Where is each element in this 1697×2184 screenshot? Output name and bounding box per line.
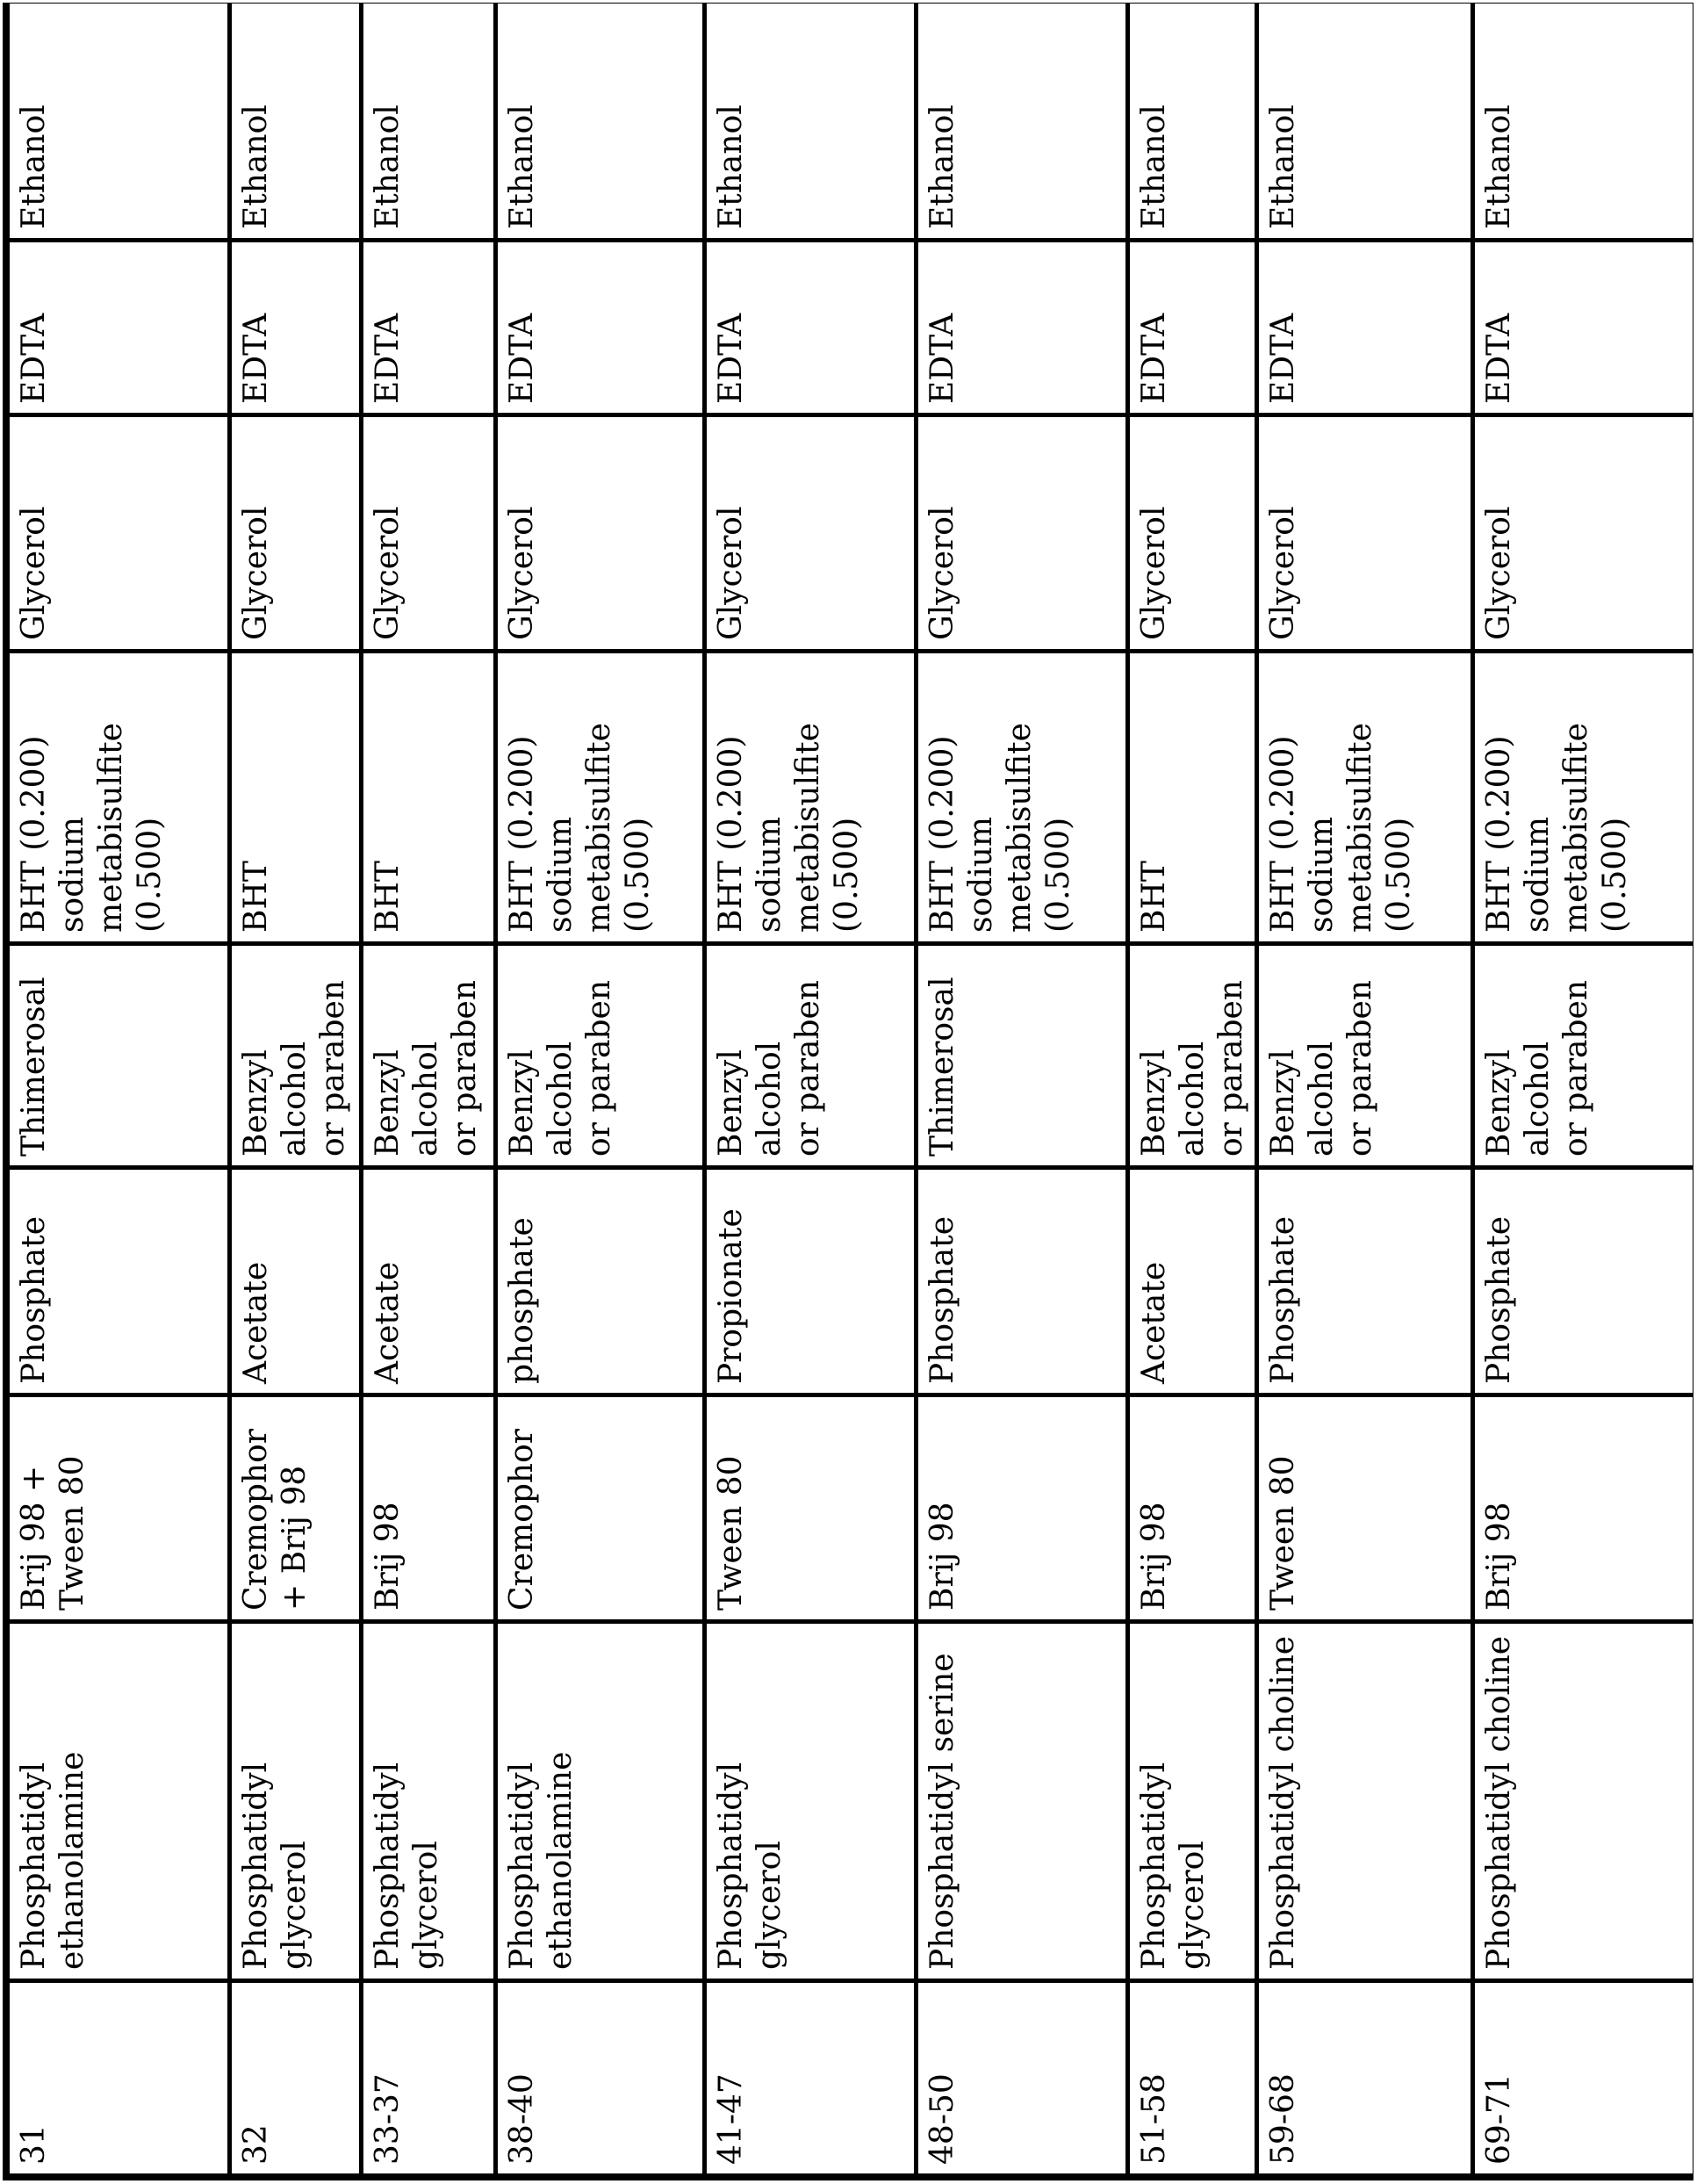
- cell-48-50-glycerol: Glycerol: [918, 417, 1125, 649]
- cell-69-71-phospholipid: Phosphatidyl choline: [1475, 1624, 1693, 1979]
- cell-69-71-ethanol: Ethanol: [1475, 4, 1693, 238]
- cell-41-47-antioxidant: BHT (0.200) sodium metabisulfite (0.500): [707, 653, 914, 941]
- cell-69-71-buffer: Phosphate: [1475, 1170, 1693, 1393]
- cell-59-68-preservative: Benzyl alcohol or paraben: [1259, 946, 1470, 1165]
- cell-59-68-surfactant: Tween 80: [1259, 1397, 1470, 1619]
- cell-31-id: 31: [10, 1983, 227, 2173]
- cell-41-47-edta: EDTA: [707, 242, 914, 413]
- cell-41-47-preservative: Benzyl alcohol or paraben: [707, 946, 914, 1165]
- cell-38-40-id: 38-40: [498, 1983, 702, 2173]
- cell-69-71-antioxidant: BHT (0.200) sodium metabisulfite (0.500): [1475, 653, 1693, 941]
- cell-38-40-preservative: Benzyl alcohol or paraben: [498, 946, 702, 1165]
- cell-38-40-phospholipid: Phosphatidyl ethanolamine: [498, 1624, 702, 1979]
- cell-51-58-ethanol: Ethanol: [1130, 4, 1255, 238]
- cell-41-47-glycerol: Glycerol: [707, 417, 914, 649]
- cell-38-40-buffer: phosphate: [498, 1170, 702, 1393]
- rotated-table-sheet: [3, 3, 1693, 2180]
- cell-32-glycerol: Glycerol: [232, 417, 359, 649]
- cell-33-37-antioxidant: BHT: [363, 653, 493, 941]
- cell-38-40-edta: EDTA: [498, 242, 702, 413]
- cell-31-phospholipid: Phosphatidyl ethanolamine: [10, 1624, 227, 1979]
- cell-48-50-edta: EDTA: [918, 242, 1125, 413]
- cell-41-47-phospholipid: Phosphatidyl glycerol: [707, 1624, 914, 1979]
- cell-32-buffer: Acetate: [232, 1170, 359, 1393]
- cell-51-58-edta: EDTA: [1130, 242, 1255, 413]
- cell-48-50-preservative: Thimerosal: [918, 946, 1125, 1165]
- cell-33-37-ethanol: Ethanol: [363, 4, 493, 238]
- cell-48-50-surfactant: Brij 98: [918, 1397, 1125, 1619]
- cell-51-58-buffer: Acetate: [1130, 1170, 1255, 1393]
- cell-59-68-buffer: Phosphate: [1259, 1170, 1470, 1393]
- cell-33-37-glycerol: Glycerol: [363, 417, 493, 649]
- cell-51-58-surfactant: Brij 98: [1130, 1397, 1255, 1619]
- cell-59-68-glycerol: Glycerol: [1259, 417, 1470, 649]
- cell-41-47-ethanol: Ethanol: [707, 4, 914, 238]
- cell-69-71-surfactant: Brij 98: [1475, 1397, 1693, 1619]
- cell-69-71-glycerol: Glycerol: [1475, 417, 1693, 649]
- cell-69-71-id: 69-71: [1475, 1983, 1693, 2173]
- cell-33-37-phospholipid: Phosphatidyl glycerol: [363, 1624, 493, 1979]
- cell-59-68-antioxidant: BHT (0.200) sodium metabisulfite (0.500): [1259, 653, 1470, 941]
- cell-38-40-ethanol: Ethanol: [498, 4, 702, 238]
- cell-48-50-antioxidant: BHT (0.200) sodium metabisulfite (0.500): [918, 653, 1125, 941]
- cell-48-50-buffer: Phosphate: [918, 1170, 1125, 1393]
- cell-32-preservative: Benzyl alcohol or paraben: [232, 946, 359, 1165]
- cell-31-preservative: Thimerosal: [10, 946, 227, 1165]
- cell-33-37-surfactant: Brij 98: [363, 1397, 493, 1619]
- cell-48-50-id: 48-50: [918, 1983, 1125, 2173]
- cell-59-68-phospholipid: Phosphatidyl choline: [1259, 1624, 1470, 1979]
- cell-69-71-edta: EDTA: [1475, 242, 1693, 413]
- cell-32-edta: EDTA: [232, 242, 359, 413]
- cell-38-40-surfactant: Cremophor: [498, 1397, 702, 1619]
- cell-51-58-glycerol: Glycerol: [1130, 417, 1255, 649]
- cell-32-phospholipid: Phosphatidyl glycerol: [232, 1624, 359, 1979]
- cell-48-50-phospholipid: Phosphatidyl serine: [918, 1624, 1125, 1979]
- cell-59-68-id: 59-68: [1259, 1983, 1470, 2173]
- cell-41-47-surfactant: Tween 80: [707, 1397, 914, 1619]
- cell-41-47-buffer: Propionate: [707, 1170, 914, 1393]
- cell-31-ethanol: Ethanol: [10, 4, 227, 238]
- cell-33-37-preservative: Benzyl alcohol or paraben: [363, 946, 493, 1165]
- cell-32-id: 32: [232, 1983, 359, 2173]
- cell-51-58-phospholipid: Phosphatidyl glycerol: [1130, 1624, 1255, 1979]
- cell-32-surfactant: Cremophor + Brij 98: [232, 1397, 359, 1619]
- cell-59-68-edta: EDTA: [1259, 242, 1470, 413]
- cell-31-buffer: Phosphate: [10, 1170, 227, 1393]
- cell-59-68-ethanol: Ethanol: [1259, 4, 1470, 238]
- cell-33-37-buffer: Acetate: [363, 1170, 493, 1393]
- cell-31-surfactant: Brij 98 + Tween 80: [10, 1397, 227, 1619]
- cell-31-glycerol: Glycerol: [10, 417, 227, 649]
- cell-51-58-preservative: Benzyl alcohol or paraben: [1130, 946, 1255, 1165]
- cell-51-58-antioxidant: BHT: [1130, 653, 1255, 941]
- cell-38-40-antioxidant: BHT (0.200) sodium metabisulfite (0.500): [498, 653, 702, 941]
- cell-31-antioxidant: BHT (0.200) sodium metabisulfite (0.500): [10, 653, 227, 941]
- cell-41-47-id: 41-47: [707, 1983, 914, 2173]
- cell-69-71-preservative: Benzyl alcohol or paraben: [1475, 946, 1693, 1165]
- cell-33-37-edta: EDTA: [363, 242, 493, 413]
- cell-31-edta: EDTA: [10, 242, 227, 413]
- cell-32-antioxidant: BHT: [232, 653, 359, 941]
- cell-32-ethanol: Ethanol: [232, 4, 359, 238]
- formulation-table: [3, 3, 1693, 2180]
- cell-33-37-id: 33-37: [363, 1983, 493, 2173]
- cell-48-50-ethanol: Ethanol: [918, 4, 1125, 238]
- cell-51-58-id: 51-58: [1130, 1983, 1255, 2173]
- cell-38-40-glycerol: Glycerol: [498, 417, 702, 649]
